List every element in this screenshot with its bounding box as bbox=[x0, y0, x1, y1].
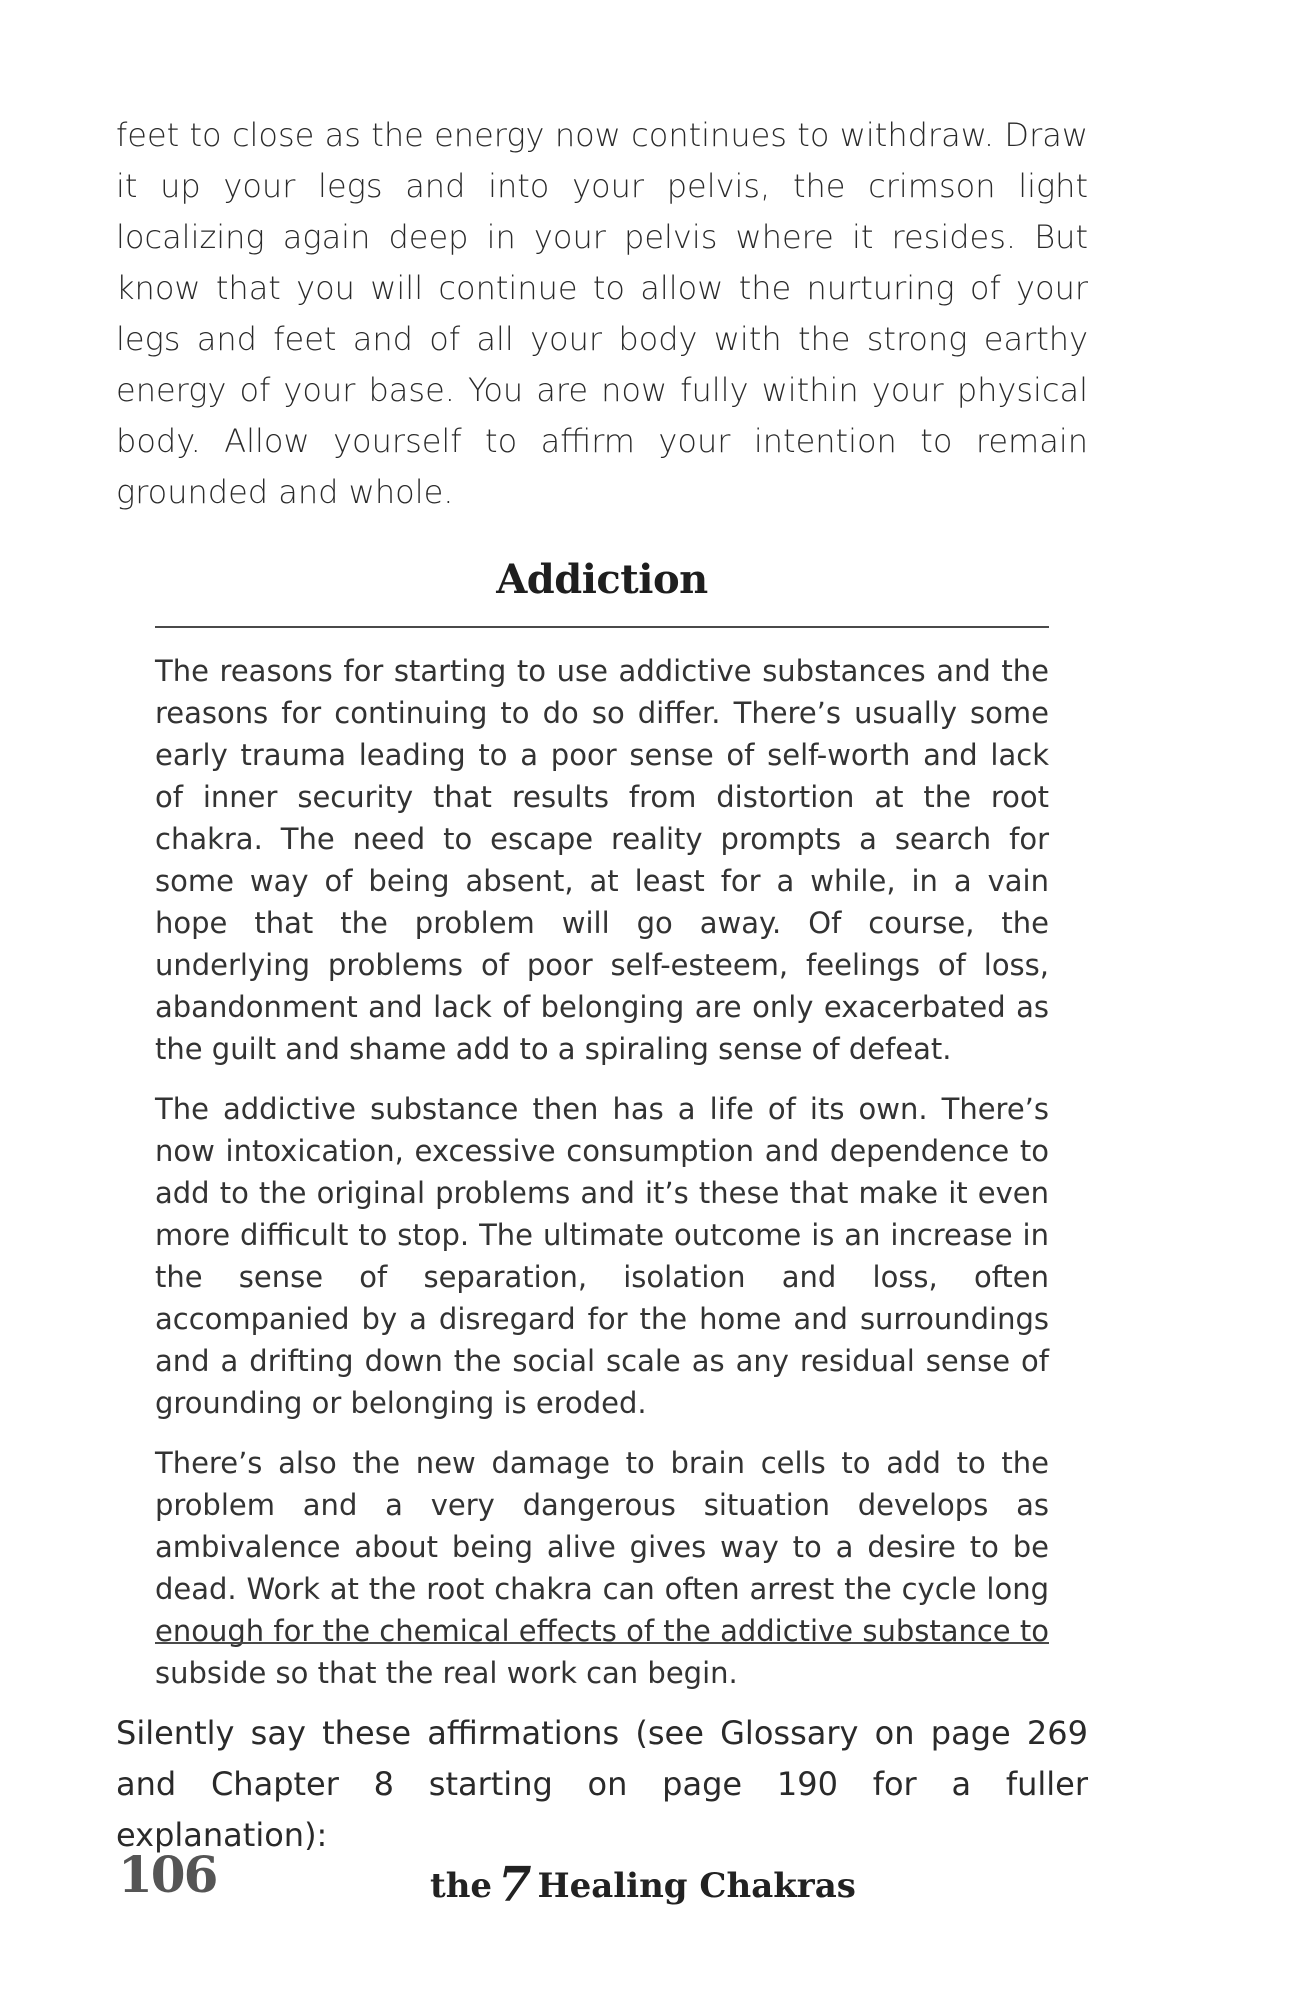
sidebar-body bbox=[155, 650, 1049, 1712]
intro-paragraph: feet to close as the energy now continues to withdraw. Draw it up your legs and into your pelvis, the crimson light localizing again deep in your pelvis where it resides. But know that you will continue to allow the nurturing of your legs and feet and of all your body with the strong earthy energy of your base. You are now fully within your physical body. Allow yourself to affirm your intention to remain grounded and whole. bbox=[116, 116, 1088, 511]
sidebar-paragraph: The reasons for starting to use addictive substances and the reasons for continuing to do so differ. There’s usually some early trauma leading to a poor sense of self-worth and lack of inner security that results from distortion at the root chakra. The need to escape reality prompts a search for some way of being absent, at least for a while, in a vain hope that the problem will go away. Of course, the underlying problems of poor self-esteem, feelings of loss, abandonment and lack of belonging are only exacerbated as the guilt and shame add to a spiraling sense of defeat. bbox=[155, 654, 1049, 1066]
sidebar-paragraph: There’s also the new damage to brain cells to add to the problem and a very dangerous situation develops as ambivalence about being alive gives way to a desire to be dead. Work at the root chakra can often arrest the cycle long enough for the chemical effects of the addictive substance to subside so that the real work can begin. bbox=[155, 1446, 1049, 1690]
running-title-number: 7 bbox=[498, 1857, 532, 1913]
running-title-prefix: the bbox=[430, 1866, 493, 1906]
page-footer bbox=[0, 1845, 1294, 1915]
sidebar-paragraph: The addictive substance then has a life of its own. There’s now intoxication, excessive consumption and dependence to add to the original problems and it’s these that make it even more difficult to stop. The ultimate outcome is an increase in the sense of separation, isolation and loss, often accompanied by a disregard for the home and surroundings and a drifting down the social scale as any residual sense of grounding or belonging is eroded. bbox=[155, 1092, 1049, 1420]
running-title bbox=[430, 1857, 856, 1913]
page-number: 106 bbox=[118, 1845, 217, 1904]
sidebar-bottom-rule bbox=[155, 1642, 1049, 1644]
running-title-suffix: Healing Chakras bbox=[537, 1866, 856, 1906]
sidebar-top-rule bbox=[155, 626, 1049, 628]
sidebar-title: Addiction bbox=[496, 556, 708, 603]
closing-paragraph: Silently say these affirmations (see Glossary on page 269 and Chapter 8 starting on page 190 for a fuller explanation): bbox=[116, 1714, 1088, 1854]
